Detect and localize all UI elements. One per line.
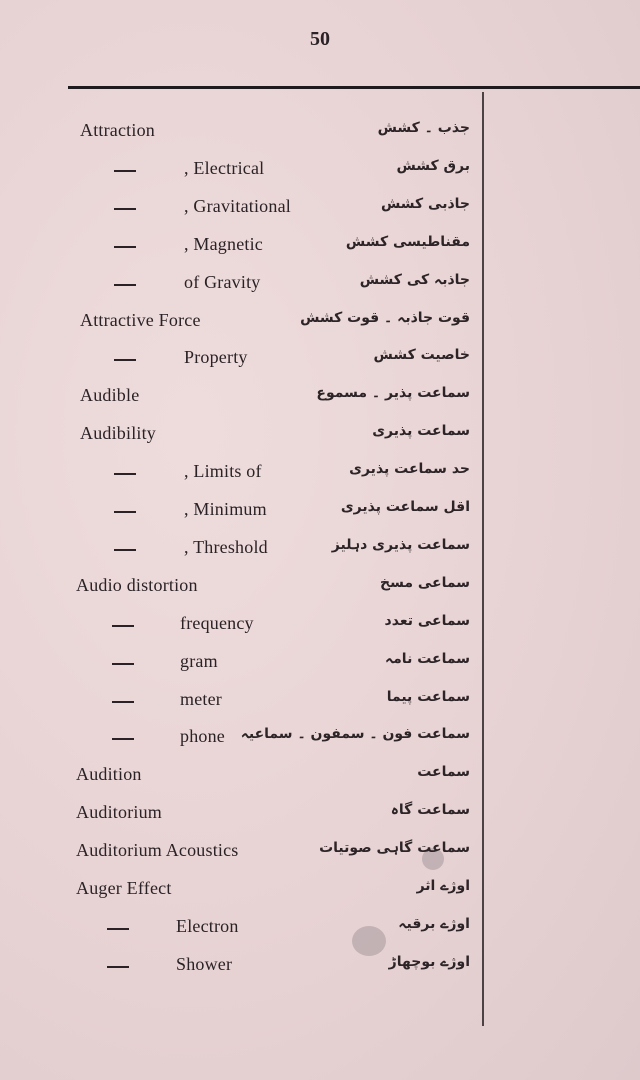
column-divider [482, 92, 484, 1026]
english-term: , Magnetic [184, 233, 263, 254]
glossary-entry [0, 419, 482, 453]
english-term: Auditorium [76, 802, 162, 823]
repeat-dash [112, 663, 134, 665]
glossary-entry [0, 381, 482, 415]
repeat-dash [114, 473, 136, 475]
urdu-term: اقل سماعت پذیری [340, 499, 470, 515]
glossary-entry [0, 154, 482, 188]
english-term: Shower [176, 953, 233, 974]
urdu-term: خاصیت کشش [373, 347, 470, 364]
glossary-entry [0, 647, 482, 681]
glossary-entry [0, 950, 482, 984]
repeat-dash [114, 170, 136, 172]
urdu-term: اوژے برقیہ [398, 915, 470, 932]
repeat-dash [112, 738, 134, 740]
repeat-dash [114, 284, 136, 286]
urdu-term: سماعت گاہی صوتیات [319, 840, 470, 857]
repeat-dash [114, 208, 136, 210]
urdu-term: برق کشش [396, 157, 470, 174]
glossary-entry [0, 230, 482, 264]
show-through-text [500, 100, 640, 1000]
english-term: frequency [180, 612, 254, 633]
repeat-dash [107, 966, 129, 968]
english-term: , Threshold [184, 536, 268, 557]
urdu-term: مقناطیسی کشش [345, 233, 470, 250]
english-term: phone [180, 726, 225, 747]
english-term: gram [180, 650, 218, 671]
english-term: Electron [176, 915, 239, 936]
urdu-term: اوژے اثر [416, 878, 470, 894]
glossary-entry [0, 912, 482, 946]
glossary-entry [0, 457, 482, 491]
glossary-entry [0, 343, 482, 377]
urdu-term: سماعت پذیری دہلیز [331, 536, 470, 553]
urdu-term: اوژے بوچھاڑ [388, 953, 470, 970]
urdu-term: جاذبہ کی کشش [359, 271, 470, 288]
english-term: Auger Effect [76, 878, 172, 898]
urdu-term: حد سماعت پذیری [349, 461, 470, 478]
english-term: , Gravitational [184, 195, 291, 216]
english-term: meter [180, 688, 222, 709]
english-term: , Limits of [184, 461, 262, 482]
glossary-entry [0, 874, 482, 908]
repeat-dash [112, 701, 134, 703]
glossary-entry [0, 116, 482, 150]
urdu-term: جاذبی کشش [380, 195, 470, 212]
english-term: Audition [76, 764, 142, 785]
repeat-dash [114, 359, 136, 361]
english-term: Audibility [80, 423, 157, 444]
english-term: Audio distortion [76, 574, 198, 595]
repeat-dash [114, 246, 136, 248]
glossary-entry [0, 685, 482, 719]
urdu-term: سماعت گاہ [390, 802, 470, 819]
english-term: of Gravity [184, 271, 261, 292]
glossary-entry [0, 533, 482, 567]
urdu-term: قوت جاذبہ ۔ قوت کشش [300, 309, 470, 326]
urdu-term: سماعت پذیر ۔ مسموع [316, 385, 470, 402]
glossary-entry [0, 495, 482, 529]
repeat-dash [114, 511, 136, 513]
glossary-entry [0, 722, 482, 756]
urdu-term: جذب ۔ کشش [377, 120, 470, 136]
repeat-dash [107, 928, 129, 930]
english-term: , Minimum [184, 499, 267, 519]
glossary-entry [0, 609, 482, 643]
glossary-entry [0, 192, 482, 226]
urdu-term: سماعت [417, 764, 470, 781]
english-term: Attractive Force [80, 309, 201, 330]
glossary-entry [0, 268, 482, 302]
page-number: 50 [310, 28, 330, 50]
urdu-term: سماعت نامہ [384, 650, 470, 667]
glossary-entry [0, 306, 482, 340]
urdu-term: سماعی تعدد [384, 612, 470, 629]
urdu-term: سماعت پیما [386, 688, 470, 705]
glossary-entry [0, 571, 482, 605]
repeat-dash [112, 625, 134, 627]
urdu-term: سماعت فون ۔ سمفون ۔ سماعیہ [240, 726, 470, 743]
glossary-entry [0, 760, 482, 794]
english-term: Audible [80, 385, 140, 406]
english-term: Attraction [80, 120, 155, 140]
english-term: Auditorium Acoustics [76, 840, 239, 861]
glossary-entry [0, 836, 482, 870]
english-term: Property [184, 347, 248, 368]
english-term: , Electrical [184, 157, 265, 178]
glossary-entry [0, 798, 482, 832]
repeat-dash [114, 549, 136, 551]
urdu-term: سماعی مسخ [379, 574, 470, 591]
urdu-term: سماعت پذیری [372, 423, 470, 440]
